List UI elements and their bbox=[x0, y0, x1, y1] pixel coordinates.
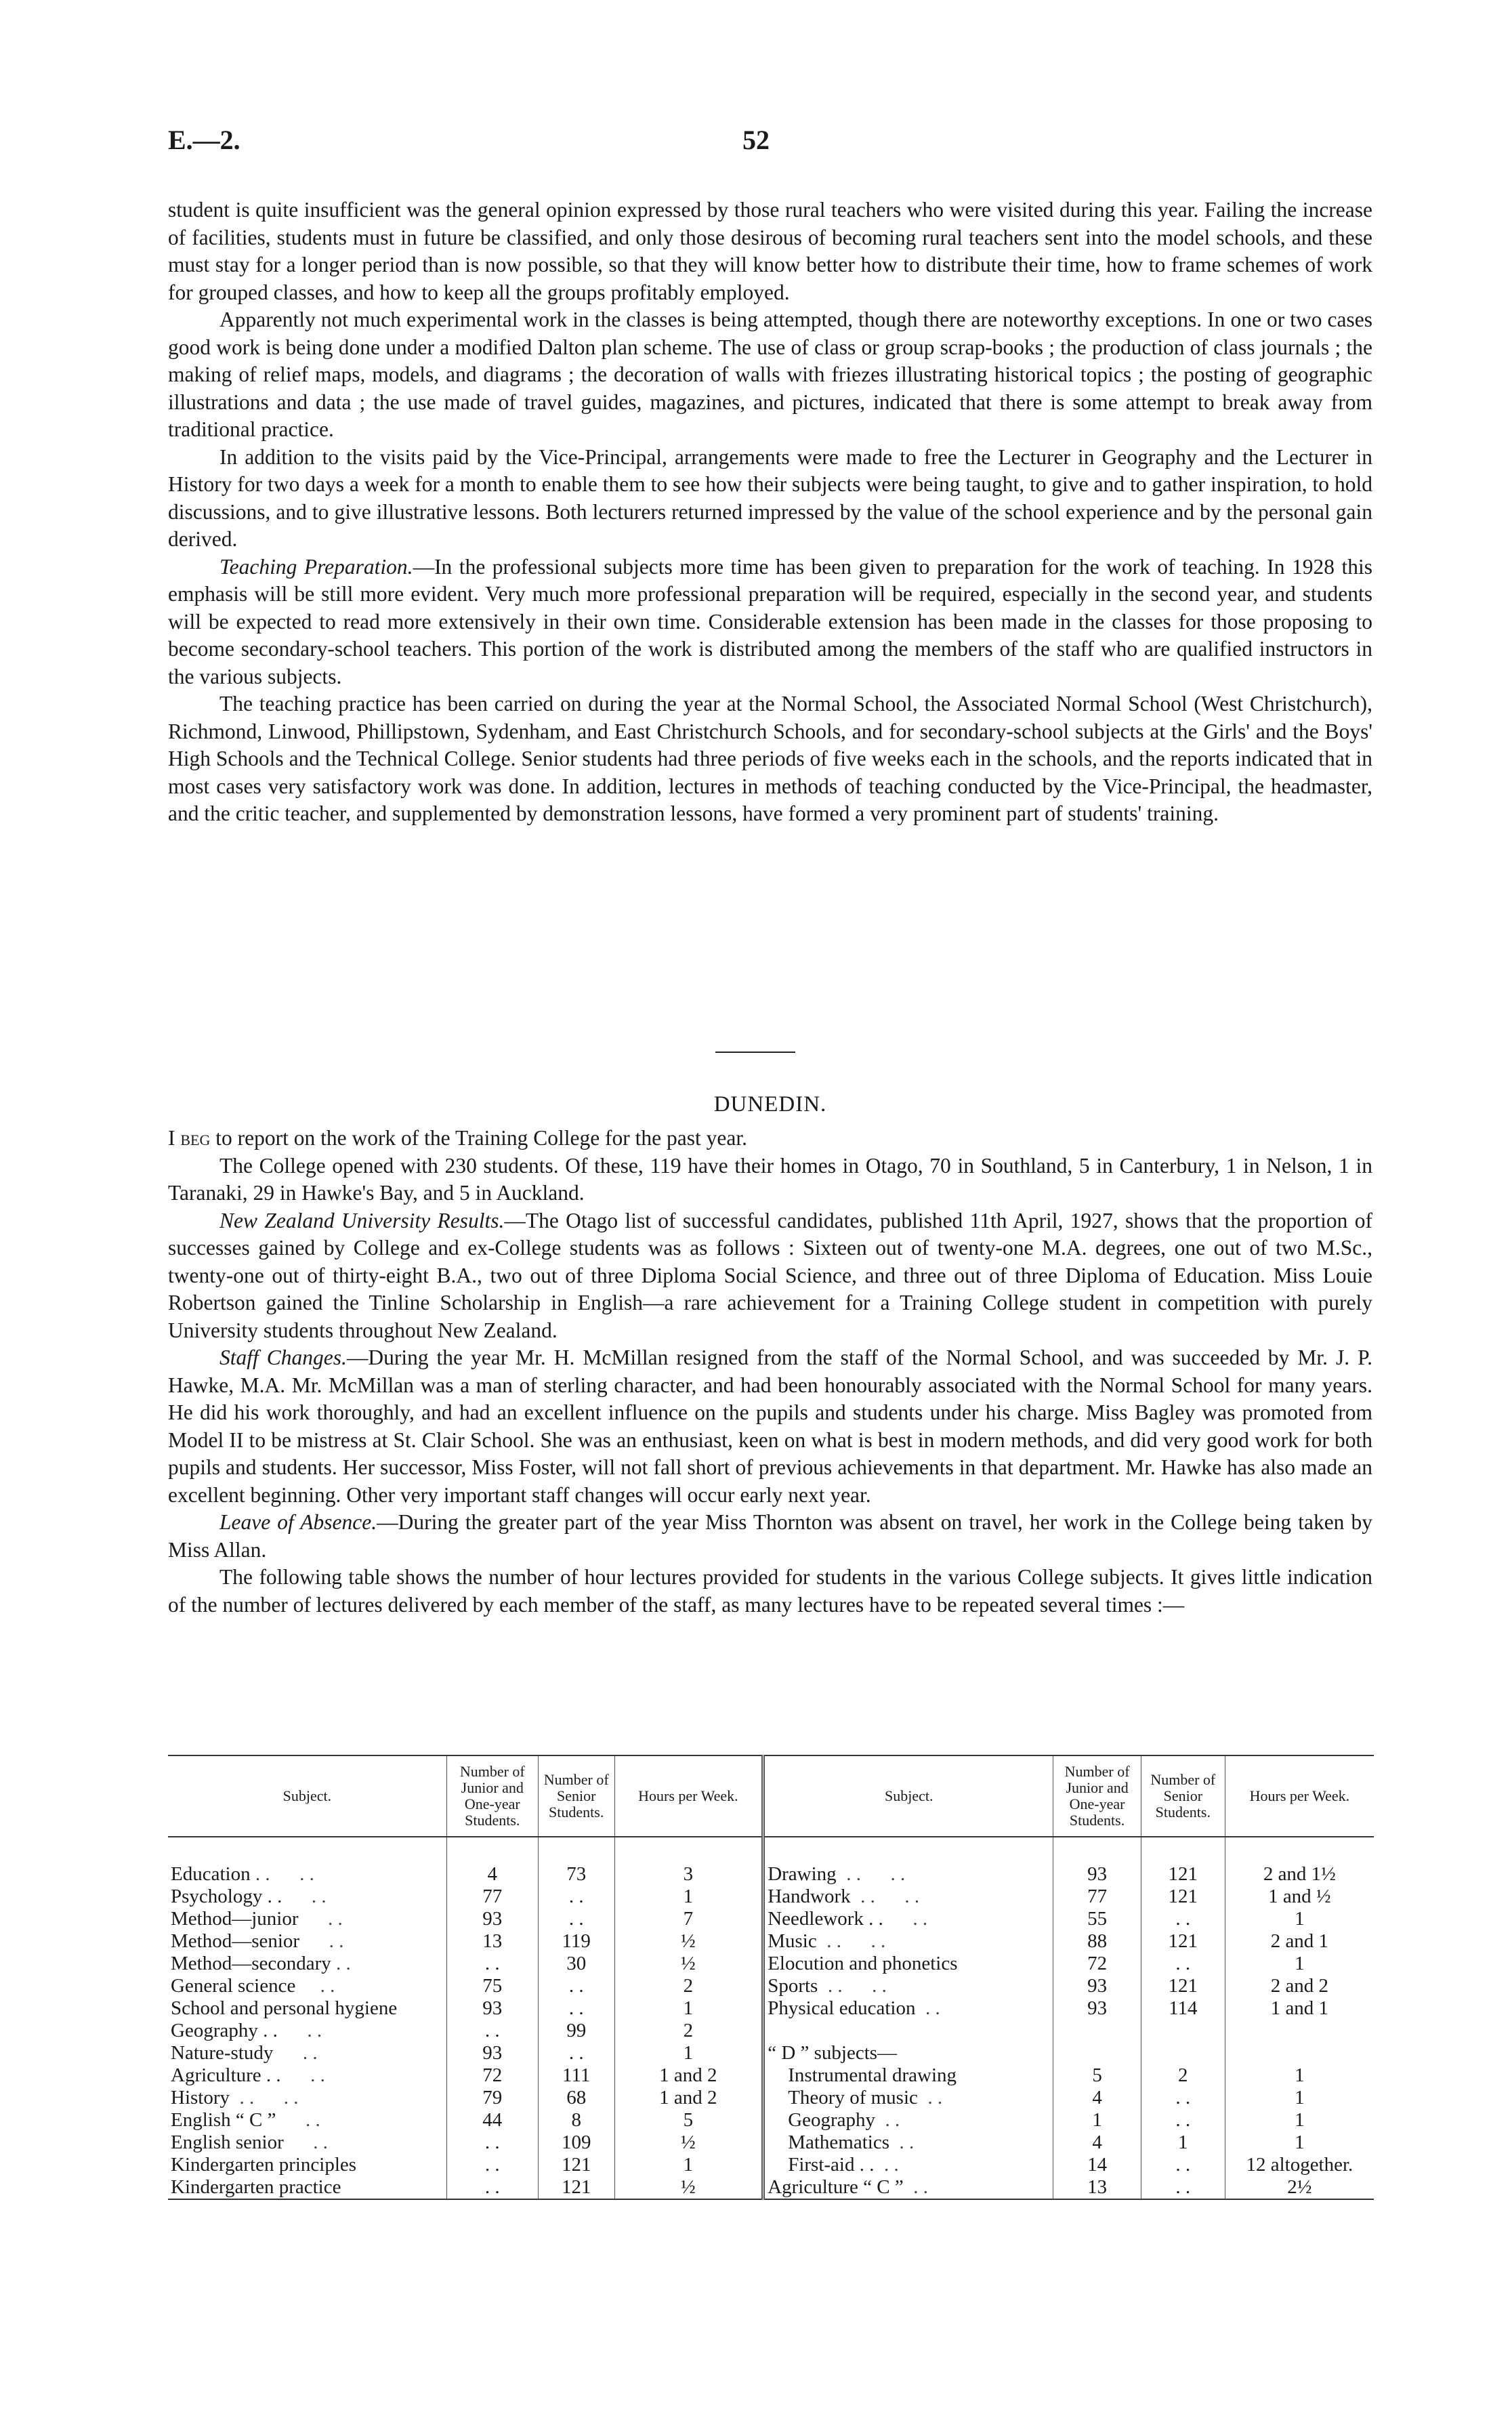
junior-students-cell: 13 bbox=[446, 1930, 538, 1953]
subject-cell: School and personal hygiene bbox=[168, 1997, 446, 2020]
subject-cell: Instrumental drawing bbox=[763, 2064, 1053, 2087]
junior-students-cell: 4 bbox=[446, 1863, 538, 1886]
subject-cell: Handwork . . . . bbox=[763, 1886, 1053, 1908]
junior-students-cell: 77 bbox=[446, 1886, 538, 1908]
hours-cell: ½ bbox=[614, 2176, 763, 2199]
table-row bbox=[168, 1953, 1374, 1975]
junior-students-cell: 88 bbox=[1053, 1930, 1141, 1953]
senior-students-cell: . . bbox=[538, 1886, 614, 1908]
junior-students-cell: 4 bbox=[1053, 2087, 1141, 2109]
senior-students-cell: 8 bbox=[538, 2109, 614, 2132]
table-row bbox=[168, 2109, 1374, 2132]
senior-students-cell: . . bbox=[538, 1908, 614, 1930]
table-row bbox=[168, 1908, 1374, 1930]
senior-students-cell: 121 bbox=[1141, 1863, 1225, 1886]
page-header bbox=[168, 124, 1344, 158]
subject-cell: General science . . bbox=[168, 1975, 446, 1997]
junior-students-cell: 72 bbox=[1053, 1953, 1141, 1975]
subject-cell: Music . . . . bbox=[763, 1930, 1053, 1953]
paragraph: The teaching practice has been carried on during the year at the Normal School, the Associated Normal School (West Christchurch), Richmond, Linwood, Phillipstown, Sydenham, and East Christchurch Schools, and for secondary-school subjects at the Girls' and the Boys' High Schools and the Technical College. Senior students had three periods of five weeks each in the schools, and the reports indicated that in most cases very satisfactory work was done. In addition, lectures in methods of teaching conducted by the Vice-Principal, the headmaster, and the critic teacher, and supplemented by demonstration lessons, have formed a very prominent part of students' training. bbox=[168, 692, 1372, 825]
column-header: Number of Junior and One-year Students. bbox=[1053, 1755, 1141, 1837]
hours-cell: 1 bbox=[614, 2154, 763, 2176]
table-row bbox=[168, 1863, 1374, 1886]
senior-students-cell: 114 bbox=[1141, 1997, 1225, 2020]
subject-cell: Method—senior . . bbox=[168, 1930, 446, 1953]
subject-cell: Geography . . . . bbox=[168, 2020, 446, 2042]
junior-students-cell: . . bbox=[446, 2132, 538, 2154]
senior-students-cell: . . bbox=[1141, 1908, 1225, 1930]
senior-students-cell: 119 bbox=[538, 1930, 614, 1953]
paragraph: student is quite insufficient was the general opinion expressed by those rural teachers who were visited during this year. Failing the increase of facilities, students must in future be classified, and only those desirous of becoming rural teachers sent into the model schools, and these must stay for a longer period than is now possible, so that they will know better how to distribute their time, how to frame schemes of work for grouped classes, and how to keep all the groups profitably employed. bbox=[168, 198, 1372, 304]
paragraph: I beg to report on the work of the Training College for the past year. bbox=[168, 1126, 747, 1150]
intro-caps: I beg bbox=[168, 1126, 211, 1150]
subject-cell: Agriculture “ C ” . . bbox=[763, 2176, 1053, 2199]
hours-cell: 2 and 2 bbox=[1270, 1975, 1329, 1997]
subject-cell: Drawing . . . . bbox=[763, 1863, 1053, 1886]
hours-cell: 1 bbox=[1295, 2109, 1305, 2131]
subject-cell: Needlework . . . . bbox=[763, 1908, 1053, 1930]
subject-cell: Elocution and phonetics bbox=[763, 1953, 1053, 1975]
junior-students-cell: . . bbox=[446, 2154, 538, 2176]
junior-students-cell: . . bbox=[446, 1953, 538, 1975]
junior-students-cell: 72 bbox=[446, 2064, 538, 2087]
paragraph: Leave of Absence.—During the greater part of the year Miss Thornton was absent on travel, her work in the College being taken by Miss Allan. bbox=[168, 1510, 1372, 1562]
junior-students-cell: 93 bbox=[1053, 1975, 1141, 1997]
senior-students-cell: 30 bbox=[538, 1953, 614, 1975]
hours-cell: 2 bbox=[614, 2020, 763, 2042]
senior-students-cell: 68 bbox=[538, 2087, 614, 2109]
table-row bbox=[168, 2132, 1374, 2154]
subject-cell: Agriculture . . . . bbox=[168, 2064, 446, 2087]
table-row bbox=[168, 1997, 1374, 2020]
junior-students-cell bbox=[1053, 2020, 1141, 2042]
hours-cell: 1 bbox=[614, 2042, 763, 2064]
subject-cell: Mathematics . . bbox=[763, 2132, 1053, 2154]
paragraph: In addition to the visits paid by the Vice-Principal, arrangements were made to free the Lecturer in Geography and the Lecturer in History for two days a week for a month to enable them to see how their subjects were being taught, to give and to gather inspiration, to hold discussions, and to give illustrative lessons. Both lecturers returned impressed by the value of the school experience and by the personal gain derived. bbox=[168, 444, 1372, 551]
junior-students-cell: 93 bbox=[1053, 1997, 1141, 2020]
hours-cell: 12 altogether. bbox=[1246, 2154, 1353, 2176]
junior-students-cell: 13 bbox=[1053, 2176, 1141, 2199]
hours-cell: 5 bbox=[614, 2109, 763, 2132]
hours-cell bbox=[1225, 2020, 1374, 2042]
senior-students-cell: . . bbox=[538, 1997, 614, 2020]
junior-students-cell: 77 bbox=[1053, 1886, 1141, 1908]
column-header: Hours per Week. bbox=[614, 1755, 763, 1837]
hours-cell: ½ bbox=[614, 1930, 763, 1953]
junior-students-cell: 4 bbox=[1053, 2132, 1141, 2154]
senior-students-cell: . . bbox=[1141, 2176, 1225, 2199]
hours-cell: 1 bbox=[1295, 1953, 1305, 1974]
paragraph: Staff Changes.—During the year Mr. H. McMillan resigned from the staff of the Normal School, and was succeeded by Mr. J. P. Hawke, M.A. Mr. McMillan was a man of sterling character, and had been honourably associated with the Normal School for many years. He did his work thoroughly, and had an excellent influence on the pupils and students under his charge. Miss Bagley was promoted from Model II to be mistress at St. Clair School. She was an enthusiast, keen on what is best in modern methods, and did very good work for both pupils and students. Her successor, Miss Foster, will not fall short of previous achievements in that department. Mr. Hawke has also made an excellent beginning. Other very important staff changes will occur early next year. bbox=[168, 1346, 1372, 1507]
senior-students-cell: 109 bbox=[538, 2132, 614, 2154]
hours-cell: ½ bbox=[614, 1953, 763, 1975]
table-row bbox=[168, 1930, 1374, 1953]
column-header: Number of Senior Students. bbox=[1141, 1755, 1225, 1837]
senior-students-cell bbox=[1141, 2042, 1225, 2064]
hours-cell: 1 bbox=[1295, 1908, 1305, 1930]
senior-students-cell: 121 bbox=[1141, 1930, 1225, 1953]
hours-cell: 1 bbox=[1295, 2087, 1305, 2108]
senior-students-cell: 121 bbox=[538, 2176, 614, 2199]
subject-cell: History . . . . bbox=[168, 2087, 446, 2109]
paragraph: Teaching Preparation.—In the professional subjects more time has been given to preparation for the work of teaching. In 1928 this emphasis will be still more evident. Very much more professional preparation will be required, especially in the second year, and students will be expected to read more extensively in their own time. Considerable extension has been made in the classes for those proposing to become secondary-school teachers. This portion of the work is distributed among the members of the staff who are qualified instructors in the various subjects. bbox=[168, 554, 1372, 688]
senior-students-cell: . . bbox=[1141, 1953, 1225, 1975]
junior-students-cell: 93 bbox=[1053, 1863, 1141, 1886]
senior-students-cell: 111 bbox=[538, 2064, 614, 2087]
column-header: Number of Junior and One-year Students. bbox=[446, 1755, 538, 1837]
hours-cell: 1 and 1 bbox=[1270, 1997, 1329, 2019]
hours-cell: 3 bbox=[614, 1863, 763, 1886]
lectures-table bbox=[168, 1755, 1374, 2200]
hours-cell: 1 bbox=[1295, 2064, 1305, 2086]
section-divider bbox=[715, 1052, 795, 1053]
junior-students-cell: 14 bbox=[1053, 2154, 1141, 2176]
document-reference: E.—2. bbox=[168, 125, 240, 155]
column-header: Number of Senior Students. bbox=[538, 1755, 614, 1837]
table-row bbox=[168, 2064, 1374, 2087]
section-dunedin-body bbox=[168, 1125, 1372, 1619]
senior-students-cell: . . bbox=[538, 2042, 614, 2064]
junior-students-cell: 93 bbox=[446, 1997, 538, 2020]
paragraph-lead: Leave of Absence. bbox=[219, 1510, 377, 1534]
subject-cell: Nature-study . . bbox=[168, 2042, 446, 2064]
subject-cell: “ D ” subjects— bbox=[763, 2042, 1053, 2064]
senior-students-cell: 2 bbox=[1141, 2064, 1225, 2087]
page-number: 52 bbox=[742, 125, 770, 155]
hours-cell: 7 bbox=[614, 1908, 763, 1930]
column-header: Hours per Week. bbox=[1225, 1755, 1374, 1837]
column-header: Subject. bbox=[763, 1755, 1053, 1837]
junior-students-cell: . . bbox=[446, 2176, 538, 2199]
paragraph: New Zealand University Results.—The Otago list of successful candidates, published 11th April, 1927, shows that the proportion of successes gained by College and ex-College students was as follows : Sixteen out of twenty-one M.A. degrees, one out of two M.Sc., twenty-one out of thirty-eight B.A., two out of three Diploma Social Science, and three out of three Diploma of Education. Miss Louie Robertson gained the Tinline Scholarship in English—a rare achievement for a Training College student in competition with purely University students throughout New Zealand. bbox=[168, 1208, 1373, 1342]
junior-students-cell: . . bbox=[446, 2020, 538, 2042]
senior-students-cell: 1 bbox=[1141, 2132, 1225, 2154]
hours-cell: 1 bbox=[614, 1886, 763, 1908]
table-row bbox=[168, 2042, 1374, 2064]
subject-cell: Physical education . . bbox=[763, 1997, 1053, 2020]
table-row bbox=[168, 2176, 1374, 2199]
subject-cell: First-aid . . . . bbox=[763, 2154, 1053, 2176]
hours-cell: 2 and 1½ bbox=[1263, 1863, 1336, 1885]
subject-cell: English senior . . bbox=[168, 2132, 446, 2154]
senior-students-cell: 121 bbox=[538, 2154, 614, 2176]
table-row bbox=[168, 2154, 1374, 2176]
subject-cell: Theory of music . . bbox=[763, 2087, 1053, 2109]
subject-cell: Kindergarten principles bbox=[168, 2154, 446, 2176]
subject-cell: Education . . . . bbox=[168, 1863, 446, 1886]
junior-students-cell: 55 bbox=[1053, 1908, 1141, 1930]
paragraph-lead: New Zealand University Results. bbox=[219, 1208, 505, 1232]
hours-cell: ½ bbox=[614, 2132, 763, 2154]
junior-students-cell bbox=[1053, 2042, 1141, 2064]
junior-students-cell: 44 bbox=[446, 2109, 538, 2132]
senior-students-cell: 121 bbox=[1141, 1886, 1225, 1908]
column-header: Subject. bbox=[168, 1755, 446, 1837]
subject-cell: Sports . . . . bbox=[763, 1975, 1053, 1997]
table-row bbox=[168, 1975, 1374, 1997]
table-row bbox=[168, 2087, 1374, 2109]
hours-cell bbox=[1225, 2042, 1374, 2064]
hours-cell: 2 bbox=[614, 1975, 763, 1997]
junior-students-cell: 93 bbox=[446, 1908, 538, 1930]
paragraph-lead: Staff Changes. bbox=[219, 1346, 347, 1369]
subject-cell: Psychology . . . . bbox=[168, 1886, 446, 1908]
subject-cell: Method—junior . . bbox=[168, 1908, 446, 1930]
hours-cell: 1 and 2 bbox=[614, 2087, 763, 2109]
hours-cell: 2½ bbox=[1225, 2176, 1374, 2199]
senior-students-cell: 73 bbox=[538, 1863, 614, 1886]
subject-cell: Kindergarten practice bbox=[168, 2176, 446, 2199]
junior-students-cell: 75 bbox=[446, 1975, 538, 1997]
paragraph: Apparently not much experimental work in the classes is being attempted, though there are noteworthy exceptions. In one or two cases good work is being done under a modified Dalton plan scheme. The use of class or group scrap-books ; the production of class journals ; the making of relief maps, models, and diagrams ; the decoration of walls with friezes illustrating historical topics ; the posting of geographic illustrations and data ; the use made of travel guides, magazines, and pictures, indicated that there is some attempt to break away from traditional practice. bbox=[168, 308, 1372, 441]
senior-students-cell: . . bbox=[1141, 2154, 1225, 2176]
subject-cell bbox=[763, 2020, 1053, 2042]
section-christchurch-body bbox=[168, 196, 1372, 828]
junior-students-cell: 5 bbox=[1053, 2064, 1141, 2087]
senior-students-cell: . . bbox=[538, 1975, 614, 1997]
subject-cell: Method—secondary . . bbox=[168, 1953, 446, 1975]
junior-students-cell: 1 bbox=[1053, 2109, 1141, 2132]
table-header-row bbox=[168, 1755, 1374, 1837]
hours-cell: 2 and 1 bbox=[1270, 1930, 1329, 1952]
table-row bbox=[168, 1886, 1374, 1908]
senior-students-cell: 121 bbox=[1141, 1975, 1225, 1997]
junior-students-cell: 93 bbox=[446, 2042, 538, 2064]
senior-students-cell bbox=[1141, 2020, 1225, 2042]
hours-cell: 1 and ½ bbox=[1268, 1886, 1331, 1907]
hours-cell: 1 bbox=[614, 1997, 763, 2020]
senior-students-cell: . . bbox=[1141, 2109, 1225, 2132]
senior-students-cell: . . bbox=[1141, 2087, 1225, 2109]
paragraph: The College opened with 230 students. Of these, 119 have their homes in Otago, 70 in Southland, 5 in Canterbury, 1 in Nelson, 1 in Taranaki, 29 in Hawke's Bay, and 5 in Auckland. bbox=[168, 1153, 1372, 1205]
table-row bbox=[168, 2020, 1374, 2042]
subject-cell: Geography . . bbox=[763, 2109, 1053, 2132]
section-heading: DUNEDIN. bbox=[713, 1092, 827, 1117]
paragraph: The following table shows the number of hour lectures provided for students in the various College subjects. It gives little indication of the number of lectures delivered by each member of the staff, as many lectures have to be repeated several times :— bbox=[168, 1565, 1372, 1617]
subject-cell: English “ C ” . . bbox=[168, 2109, 446, 2132]
junior-students-cell: 79 bbox=[446, 2087, 538, 2109]
senior-students-cell: 99 bbox=[538, 2020, 614, 2042]
hours-cell: 1 bbox=[1295, 2132, 1305, 2153]
hours-cell: 1 and 2 bbox=[614, 2064, 763, 2087]
paragraph-lead: Teaching Preparation. bbox=[219, 554, 413, 579]
